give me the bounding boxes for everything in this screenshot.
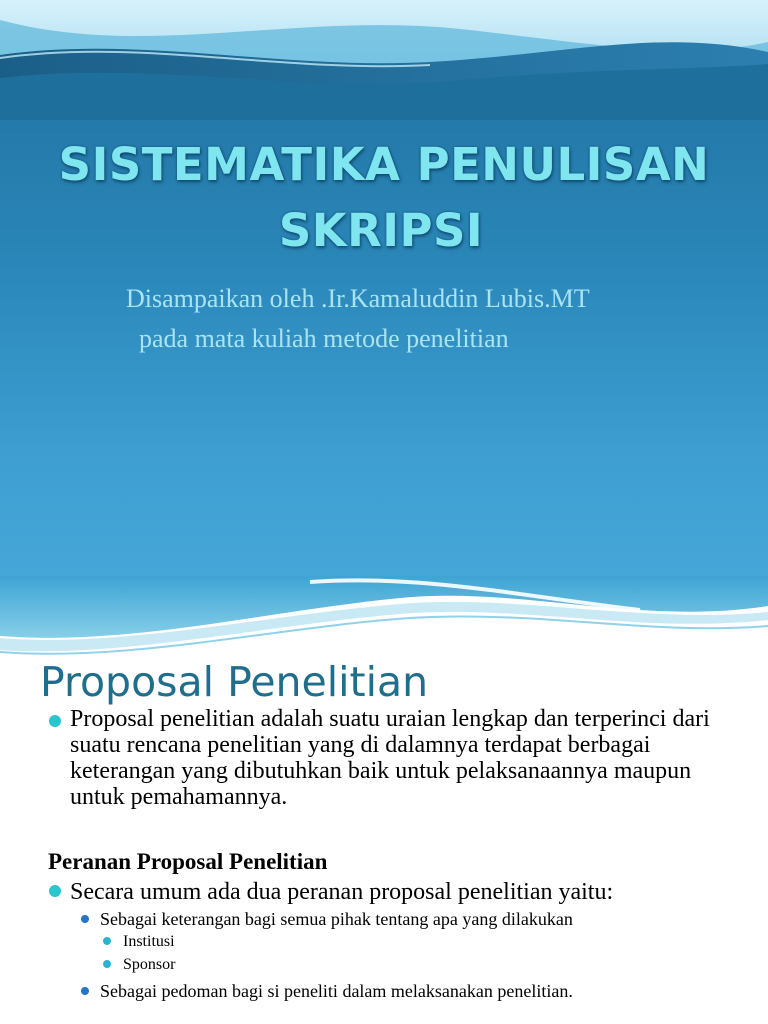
list-item: Sebagai keterangan bagi semua pihak tentang apa yang dilakukan [100, 909, 573, 929]
intro-text: Secara umum ada dua peranan proposal penelitian yaitu: [70, 879, 614, 905]
slide-title: Proposal Penelitian [40, 658, 429, 706]
section-heading: Peranan Proposal Penelitian [48, 849, 328, 874]
bullet-icon [49, 715, 61, 727]
slide-title [0, 132, 768, 264]
list-item: Sebagai pedoman bagi si peneliti dalam melaksanakan penelitian. [100, 981, 573, 1001]
bullet-icon [103, 937, 111, 945]
header-wave-decoration [0, 576, 768, 666]
list-item: Sponsor [123, 956, 176, 973]
presenter-line: Disampaikan oleh .Ir.Kamaluddin Lubis.MT [126, 284, 590, 313]
bullet-icon [103, 960, 111, 968]
bullet-icon [81, 915, 89, 923]
list-item: Institusi [123, 933, 175, 950]
slide-title-line-1: SISTEMATIKA PENULISAN [58, 138, 710, 191]
bullet-icon [81, 987, 89, 995]
bullet-icon [49, 885, 61, 897]
slide-title-line-2: SKRIPSI [278, 204, 484, 257]
header-wave-decoration [0, 0, 768, 120]
course-line: pada mata kuliah metode penelitian [139, 324, 509, 353]
definition-paragraph: Proposal penelitian adalah suatu uraian lengkap dan terperinci dari suatu rencana penelitian yang di dalamnya terdapat berbagai keterangan yang dibutuhkan baik untuk pelaksanaannya maupun untuk pemahamannya. [70, 706, 710, 810]
content-slide [0, 576, 768, 1024]
